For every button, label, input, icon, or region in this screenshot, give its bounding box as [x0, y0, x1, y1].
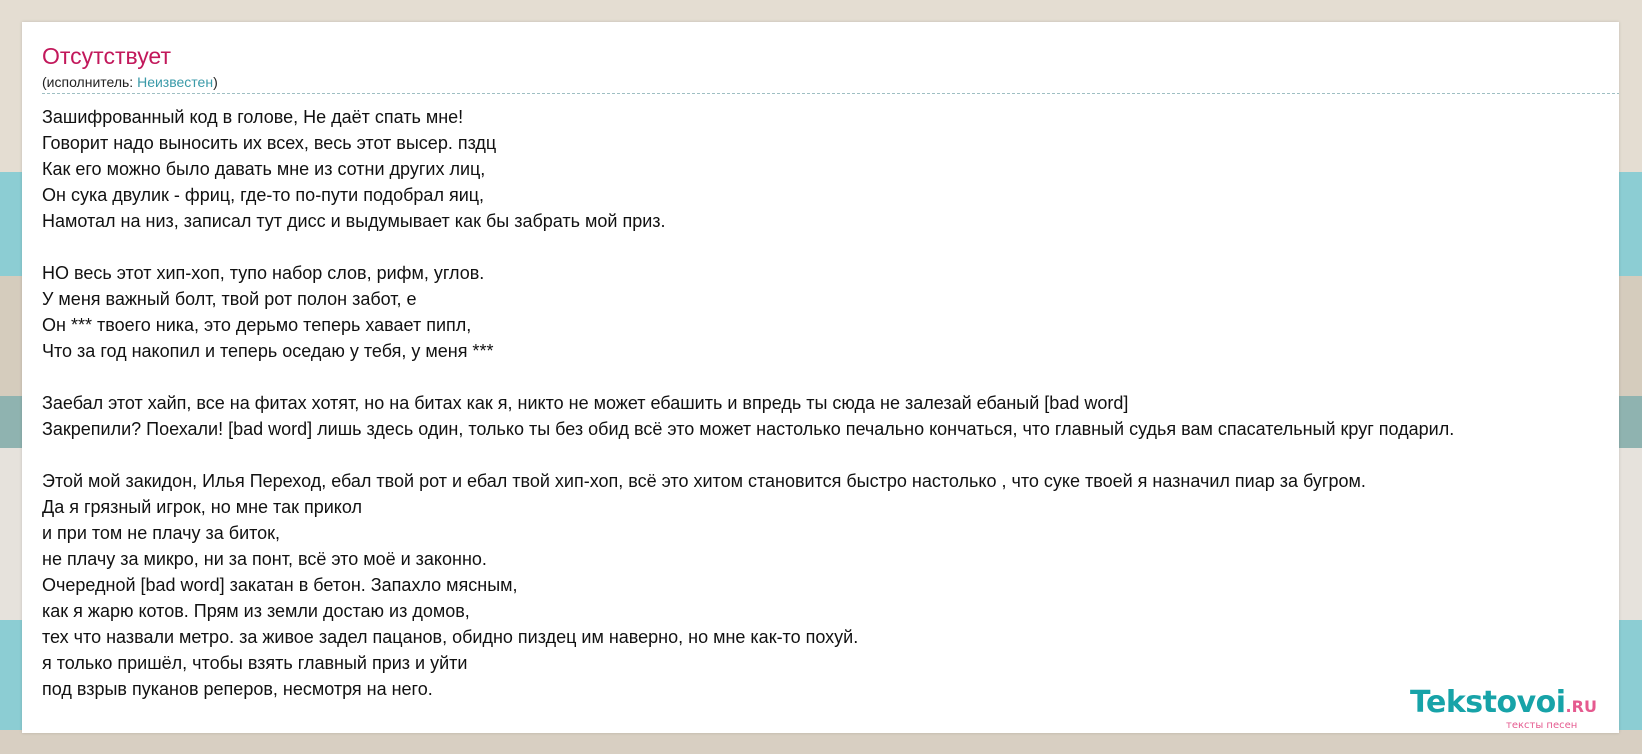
site-logo[interactable]: [1410, 685, 1597, 731]
lyric-line: Зашифрованный код в голове, Не даёт спать мне!: [42, 107, 464, 127]
lyric-line: Что за год накопил и теперь оседаю у тебя, у меня ***: [42, 341, 494, 361]
logo-tagline: тексты песен: [1506, 720, 1578, 731]
lyric-line: Заебал этот хайп, все на фитах хотят, но на битах как я, никто не может ебашить и впредь ты сюда не залезай ебаный [bad word]: [42, 393, 1129, 413]
lyric-line: Этой мой закидон, Илья Переход, ебал твой рот и ебал твой хип-хоп, всё это хитом становится быстро настолько , что суке твоей я назначил пиар за бугром.: [42, 471, 1366, 491]
divider: [42, 93, 1619, 94]
lyric-line: не плачу за микро, ни за понт, всё это моё и законно.: [42, 549, 487, 569]
lyrics-card: [22, 22, 1619, 733]
lyric-line: Как его можно было давать мне из сотни других лиц,: [42, 159, 486, 179]
lyric-line: У меня важный болт, твой рот полон забот, е: [42, 289, 417, 309]
lyric-line: Он *** твоего ника, это дерьмо теперь хавает пипл,: [42, 315, 472, 335]
lyric-line: Да я грязный игрок, но мне так прикол: [42, 497, 362, 517]
lyric-line: тех что назвали метро. за живое задел пацанов, обидно пиздец им наверно, но мне как-то похуй.: [42, 627, 859, 647]
lyric-line: и при том не плачу за биток,: [42, 523, 281, 543]
lyric-blank-line: [42, 364, 1619, 390]
artist-line: [42, 74, 218, 90]
lyric-line: НО весь этот хип-хоп, тупо набор слов, рифм, углов.: [42, 263, 485, 283]
lyric-line: Закрепили? Поехали! [bad word] лишь здесь один, только ты без обид всё это может настолько печально кончаться, что главный судья вам спасательный круг подарил.: [42, 419, 1455, 439]
logo-tld: .RU: [1565, 697, 1597, 716]
song-title: Отсутствует: [42, 43, 171, 69]
background-band: [0, 730, 1642, 754]
artist-link[interactable]: Неизвестен: [137, 74, 214, 90]
lyric-line: как я жарю котов. Прям из земли достаю из домов,: [42, 601, 470, 621]
lyric-line: под взрыв пуканов реперов, несмотря на него.: [42, 679, 433, 699]
lyric-blank-line: [42, 234, 1619, 260]
lyric-line: Говорит надо выносить их всех, весь этот высер. пздц: [42, 133, 497, 153]
logo-name: Tekstovoi: [1410, 685, 1566, 720]
artist-suffix: ): [213, 74, 218, 90]
lyric-line: Очередной [bad word] закатан в бетон. Запахло мясным,: [42, 575, 518, 595]
lyric-line: Он сука двулик - фриц, где-то по-пути подобрал яиц,: [42, 185, 485, 205]
lyric-blank-line: [42, 442, 1619, 468]
lyric-line: я только пришёл, чтобы взять главный приз и уйти: [42, 653, 468, 673]
artist-prefix: (исполнитель:: [42, 74, 138, 90]
lyrics-text: [42, 104, 1619, 702]
lyric-line: Намотал на низ, записал тут дисс и выдумывает как бы забрать мой приз.: [42, 211, 666, 231]
